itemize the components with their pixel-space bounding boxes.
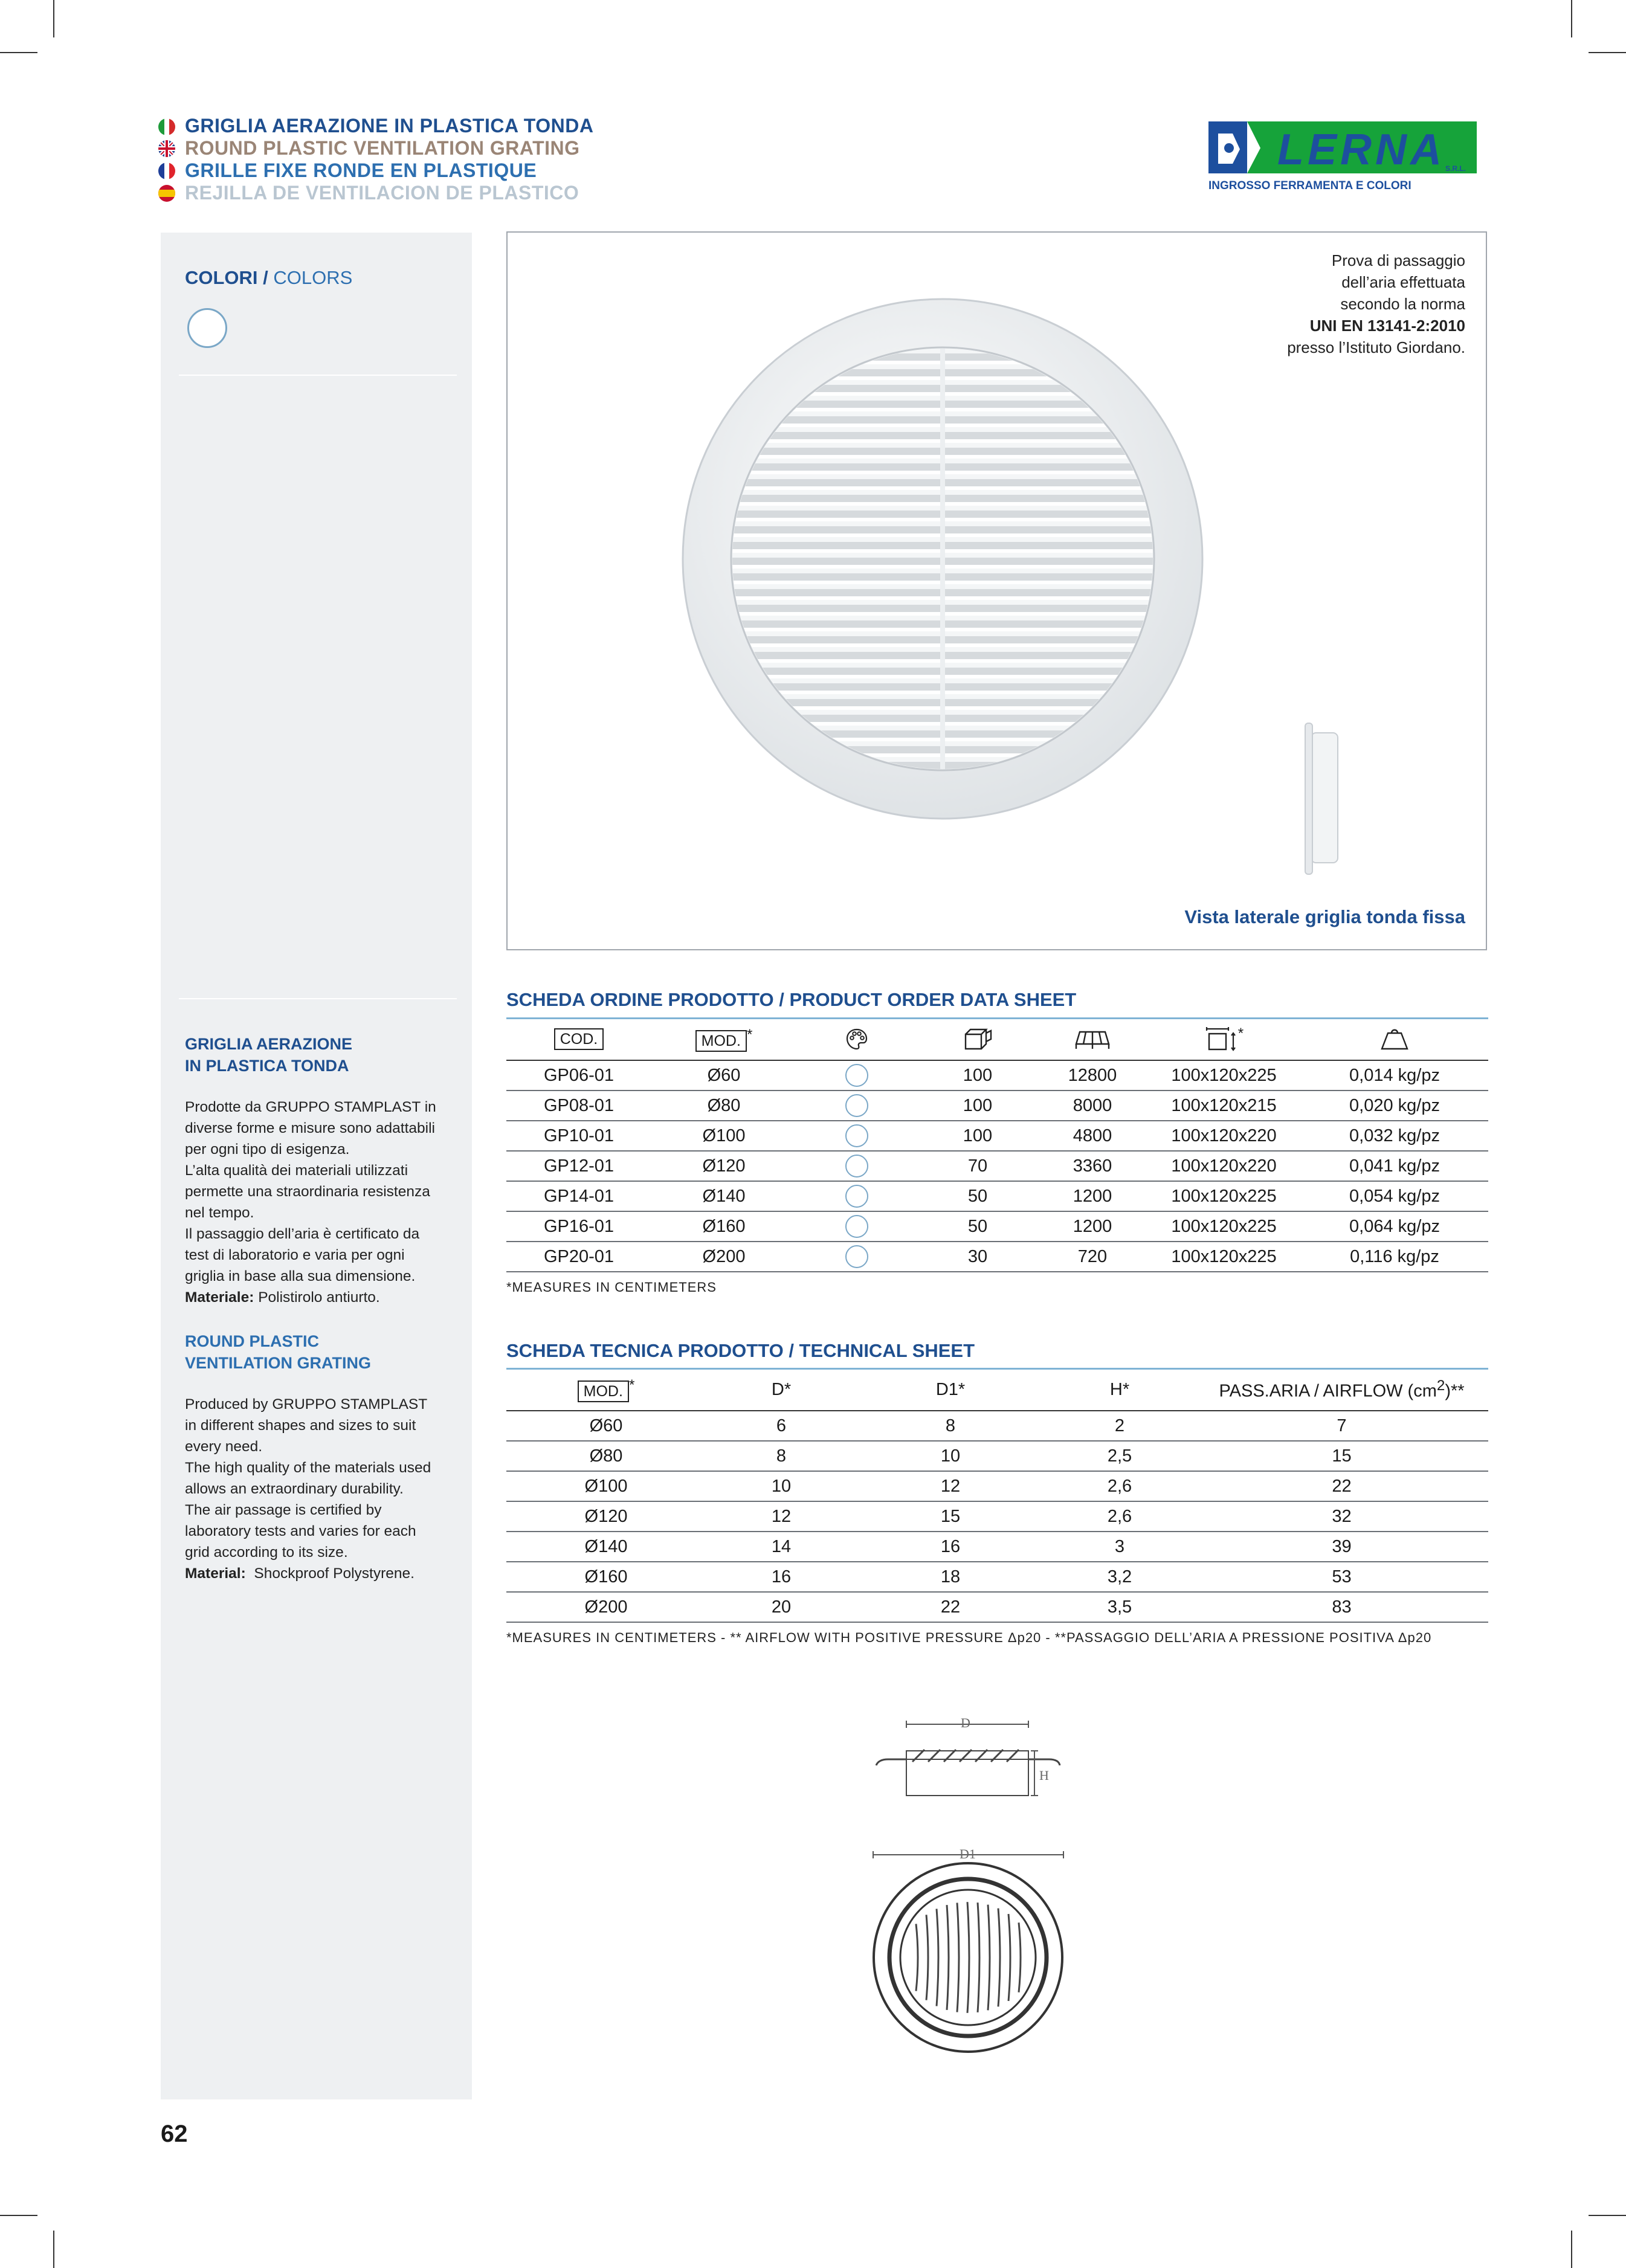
dims-cell: 100x120x215 <box>1147 1091 1301 1121</box>
title-fr: GRILLE FIXE RONDE EN PLASTIQUE <box>185 159 537 181</box>
airflow-cell: 83 <box>1195 1592 1488 1622</box>
mod-cell: Ø140 <box>651 1181 796 1211</box>
mod-cell: Ø80 <box>651 1091 796 1121</box>
mod-cell: Ø200 <box>506 1592 706 1622</box>
en-material: Material: Shockproof Polystyrene. <box>185 1565 415 1582</box>
it-description-body: Prodotte da GRUPPO STAMPLAST in diverse forme e misure sono adattabili per ogni tipo di esigenza. L’alta qualità dei materiali utilizzati permette una straordinaria resistenza nel tempo. Il passaggio dell’aria è certificato da test di laboratorio e varia per ogni griglia in base alla sua dimensione. <box>185 1099 436 1284</box>
d-cell: 16 <box>706 1562 857 1592</box>
dims-cell: 100x120x225 <box>1147 1242 1301 1272</box>
white-color-swatch <box>845 1124 868 1147</box>
en-description-body: Produced by GRUPPO STAMPLAST in different shapes and sizes to suit every need. The high quality of the materials used allows an extraordinary durability. The air passage is certified by laboratory tests and varies for each grid according to its size. <box>185 1396 431 1561</box>
color-cell <box>796 1121 917 1151</box>
mod-header: MOD. * <box>651 1019 796 1060</box>
mod-header: MOD. * <box>506 1369 706 1411</box>
pack-qty-cell: 30 <box>917 1242 1038 1272</box>
table-row <box>506 1060 1488 1091</box>
table-row <box>506 1121 1488 1151</box>
white-color-swatch <box>845 1064 868 1087</box>
h-cell: 3 <box>1044 1532 1195 1562</box>
pack-qty-cell: 50 <box>917 1181 1038 1211</box>
cod-cell: GP20-01 <box>506 1242 651 1272</box>
color-cell <box>796 1181 917 1211</box>
airflow-cell: 7 <box>1195 1411 1488 1441</box>
d-header: D* <box>706 1369 857 1411</box>
table-row <box>506 1151 1488 1181</box>
crop-mark <box>0 2215 37 2216</box>
mod-cell: Ø160 <box>506 1562 706 1592</box>
order-sheet-title: SCHEDA ORDINE PRODOTTO / PRODUCT ORDER DATA SHEET <box>506 989 1077 1010</box>
weight-cell: 0,032 kg/pz <box>1301 1121 1488 1151</box>
mod-cell: Ø200 <box>651 1242 796 1272</box>
it-material: Materiale: Polistirolo antiurto. <box>185 1289 380 1306</box>
pack-qty-cell: 70 <box>917 1151 1038 1181</box>
dimensions-icon: * <box>1147 1019 1301 1060</box>
airflow-header: PASS.ARIA / AIRFLOW $(cm^2)**$ <box>1195 1369 1488 1411</box>
weight-cell: 0,054 kg/pz <box>1301 1181 1488 1211</box>
colors-label: COLORI / COLORS <box>185 267 353 288</box>
d-cell: 12 <box>706 1501 857 1532</box>
mod-cell: Ø140 <box>506 1532 706 1562</box>
side-view-caption: Vista laterale griglia tonda fissa <box>1184 906 1465 927</box>
d1-header: D1* <box>857 1369 1044 1411</box>
mod-cell: Ø80 <box>506 1441 706 1471</box>
dims-cell: 100x120x225 <box>1147 1181 1301 1211</box>
dims-cell: 100x120x220 <box>1147 1151 1301 1181</box>
h-cell: 3,2 <box>1044 1562 1195 1592</box>
h-cell: 3,5 <box>1044 1592 1195 1622</box>
table-row <box>506 1242 1488 1272</box>
box-pack-icon <box>917 1019 1038 1060</box>
d-cell: 14 <box>706 1532 857 1562</box>
d1-cell: 8 <box>857 1411 1044 1441</box>
d1-cell: 18 <box>857 1562 1044 1592</box>
lerna-logo <box>1205 119 1480 195</box>
mod-cell: Ø160 <box>651 1211 796 1242</box>
mod-cell: Ø120 <box>651 1151 796 1181</box>
title-it: GRIGLIA AERAZIONE IN PLASTICA TONDA <box>185 115 594 137</box>
order-table-header <box>506 1019 1488 1060</box>
white-color-swatch <box>845 1185 868 1208</box>
tech-table-header <box>506 1369 1488 1411</box>
crop-mark <box>53 0 54 37</box>
d-cell: 6 <box>706 1411 857 1441</box>
mod-cell: Ø100 <box>651 1121 796 1151</box>
crop-mark <box>1589 52 1626 53</box>
technical-drawing <box>870 1716 1124 2115</box>
color-cell <box>796 1060 917 1091</box>
sidebar-divider <box>179 998 457 999</box>
en-description-heading: ROUND PLASTIC VENTILATION GRATING <box>185 1332 371 1372</box>
d-cell: 20 <box>706 1592 857 1622</box>
weight-cell: 0,116 kg/pz <box>1301 1242 1488 1272</box>
color-cell <box>796 1091 917 1121</box>
crop-mark <box>53 2231 54 2268</box>
order-table <box>506 1019 1488 1272</box>
h-cell: 2,6 <box>1044 1501 1195 1532</box>
table-row <box>506 1501 1488 1532</box>
airflow-cell: 39 <box>1195 1532 1488 1562</box>
h-header: H* <box>1044 1369 1195 1411</box>
crop-mark <box>1589 2215 1626 2216</box>
d1-cell: 10 <box>857 1441 1044 1471</box>
white-color-swatch <box>845 1155 868 1177</box>
tech-table <box>506 1369 1488 1623</box>
table-row <box>506 1211 1488 1242</box>
white-color-swatch <box>845 1245 868 1268</box>
pack-qty-cell: 100 <box>917 1121 1038 1151</box>
color-palette-icon <box>796 1019 917 1060</box>
airflow-cell: 15 <box>1195 1441 1488 1471</box>
product-photo-box <box>506 231 1487 950</box>
pack-qty-cell: 100 <box>917 1091 1038 1121</box>
h-cell: 2 <box>1044 1411 1195 1441</box>
weight-icon <box>1301 1019 1488 1060</box>
cod-cell: GP06-01 <box>506 1060 651 1091</box>
weight-cell: 0,014 kg/pz <box>1301 1060 1488 1091</box>
table-row <box>506 1411 1488 1441</box>
svg-text:D: D <box>961 1716 970 1730</box>
dims-cell: 100x120x220 <box>1147 1121 1301 1151</box>
d1-cell: 22 <box>857 1592 1044 1622</box>
h-cell: 2,5 <box>1044 1441 1195 1471</box>
h-cell: 2,6 <box>1044 1471 1195 1501</box>
dims-cell: 100x120x225 <box>1147 1211 1301 1242</box>
pack-qty-cell: 50 <box>917 1211 1038 1242</box>
airflow-cell: 22 <box>1195 1471 1488 1501</box>
svg-text:INGROSSO FERRAMENTA E COLORI: INGROSSO FERRAMENTA E COLORI <box>1208 179 1411 192</box>
d1-cell: 12 <box>857 1471 1044 1501</box>
white-color-swatch <box>845 1215 868 1238</box>
svg-text:S.R.L.: S.R.L. <box>1445 164 1466 173</box>
airflow-cell: 32 <box>1195 1501 1488 1532</box>
color-cell <box>796 1211 917 1242</box>
svg-text:H: H <box>1039 1768 1049 1783</box>
mod-cell: Ø60 <box>506 1411 706 1441</box>
d-cell: 10 <box>706 1471 857 1501</box>
table-row <box>506 1441 1488 1471</box>
cod-cell: GP08-01 <box>506 1091 651 1121</box>
weight-cell: 0,041 kg/pz <box>1301 1151 1488 1181</box>
pallet-icon <box>1038 1019 1147 1060</box>
cod-cell: GP12-01 <box>506 1151 651 1181</box>
color-cell <box>796 1242 917 1272</box>
d1-cell: 15 <box>857 1501 1044 1532</box>
pallet-qty-cell: 1200 <box>1038 1211 1147 1242</box>
title-en: ROUND PLASTIC VENTILATION GRATING <box>185 137 580 159</box>
cod-header: COD. <box>506 1019 651 1060</box>
weight-cell: 0,020 kg/pz <box>1301 1091 1488 1121</box>
table-row <box>506 1592 1488 1622</box>
white-color-swatch <box>845 1094 868 1117</box>
table-row <box>506 1471 1488 1501</box>
d1-cell: 16 <box>857 1532 1044 1562</box>
pallet-qty-cell: 4800 <box>1038 1121 1147 1151</box>
tech-sheet-note: *MEASURES IN CENTIMETERS - ** AIRFLOW WITH POSITIVE PRESSURE Δp20 - **PASSAGGIO DELL’ARIA A PRESSIONE POSITIVA Δp20 <box>506 1630 1432 1645</box>
d-cell: 8 <box>706 1441 857 1471</box>
table-row <box>506 1532 1488 1562</box>
table-row <box>506 1562 1488 1592</box>
pallet-qty-cell: 12800 <box>1038 1060 1147 1091</box>
mod-cell: Ø120 <box>506 1501 706 1532</box>
table-row <box>506 1091 1488 1121</box>
mod-cell: Ø100 <box>506 1471 706 1501</box>
it-description-heading: GRIGLIA AERAZIONE IN PLASTICA TONDA <box>185 1035 353 1075</box>
pallet-qty-cell: 1200 <box>1038 1181 1147 1211</box>
crop-mark <box>1571 2231 1572 2268</box>
mod-cell: Ø60 <box>651 1060 796 1091</box>
cod-cell: GP14-01 <box>506 1181 651 1211</box>
weight-cell: 0,064 kg/pz <box>1301 1211 1488 1242</box>
color-cell <box>796 1151 917 1181</box>
cod-cell: GP16-01 <box>506 1211 651 1242</box>
pallet-qty-cell: 720 <box>1038 1242 1147 1272</box>
pallet-qty-cell: 8000 <box>1038 1091 1147 1121</box>
page-number: 62 <box>161 2121 188 2147</box>
svg-text:LERNA: LERNA <box>1277 126 1445 174</box>
pallet-qty-cell: 3360 <box>1038 1151 1147 1181</box>
sidebar-divider <box>179 375 457 376</box>
order-sheet-note: *MEASURES IN CENTIMETERS <box>506 1280 717 1295</box>
certification-note: Prova di passaggio dell’aria effettuata secondo la norma UNI EN 13141-2:2010 presso l’Istituto Giordano. <box>1287 251 1465 356</box>
svg-text:D1: D1 <box>960 1846 976 1861</box>
crop-mark <box>1571 0 1572 37</box>
tech-sheet-title: SCHEDA TECNICA PRODOTTO / TECHNICAL SHEET <box>506 1340 975 1361</box>
pack-qty-cell: 100 <box>917 1060 1038 1091</box>
title-es: REJILLA DE VENTILACION DE PLASTICO <box>185 182 579 204</box>
dims-cell: 100x120x225 <box>1147 1060 1301 1091</box>
crop-mark <box>0 52 37 53</box>
cod-cell: GP10-01 <box>506 1121 651 1151</box>
airflow-cell: 53 <box>1195 1562 1488 1592</box>
table-row <box>506 1181 1488 1211</box>
white-color-swatch <box>187 308 227 348</box>
